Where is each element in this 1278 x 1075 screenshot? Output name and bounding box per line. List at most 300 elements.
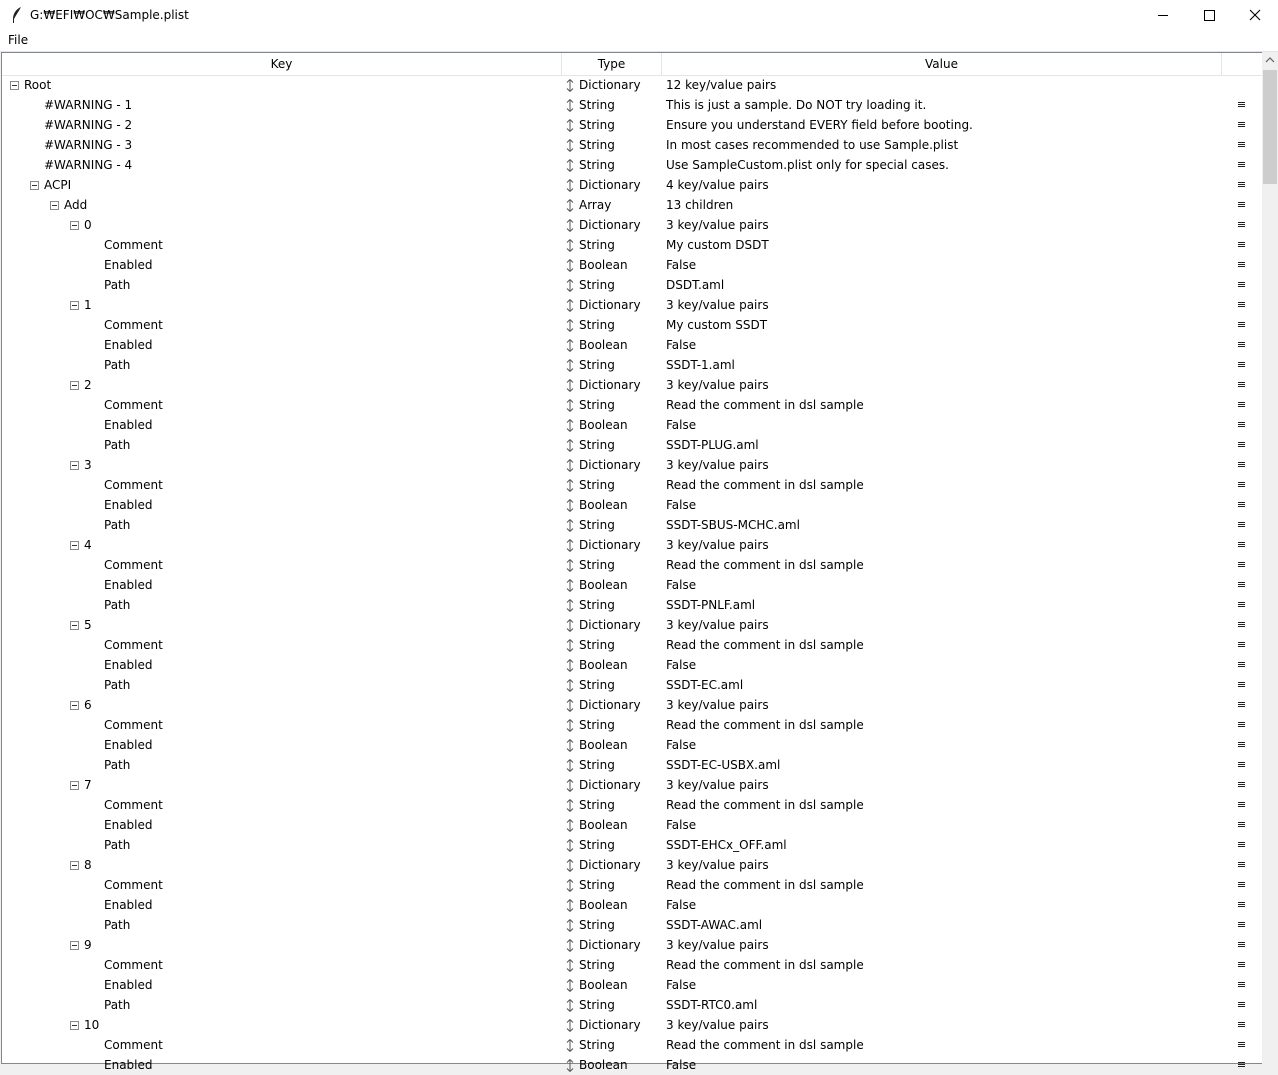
row-type[interactable]: String <box>579 558 615 572</box>
row-menu-icon[interactable] <box>1238 482 1245 488</box>
row-type[interactable]: String <box>579 718 615 732</box>
row-type[interactable]: String <box>579 518 615 532</box>
row-value[interactable]: False <box>666 818 697 832</box>
row-menu-icon[interactable] <box>1238 442 1245 448</box>
type-updown-arrow-icon[interactable] <box>566 759 574 772</box>
row-value[interactable]: SSDT-EHCx_OFF.aml <box>666 838 787 852</box>
row-menu-icon[interactable] <box>1238 402 1245 408</box>
row-type[interactable]: Dictionary <box>579 698 641 712</box>
tree-row[interactable] <box>2 75 1262 95</box>
tree-row[interactable] <box>2 535 1262 555</box>
type-updown-arrow-icon[interactable] <box>566 719 574 732</box>
scrollbar-thumb[interactable] <box>1263 70 1277 184</box>
type-updown-arrow-icon[interactable] <box>566 399 574 412</box>
tree-row[interactable] <box>2 175 1262 195</box>
type-updown-arrow-icon[interactable] <box>566 899 574 912</box>
row-key[interactable]: 9 <box>84 938 92 952</box>
row-menu-icon[interactable] <box>1238 542 1245 548</box>
row-type[interactable]: Dictionary <box>579 618 641 632</box>
row-menu-icon[interactable] <box>1238 522 1245 528</box>
row-value[interactable]: SSDT-AWAC.aml <box>666 918 763 932</box>
row-menu-icon[interactable] <box>1238 742 1245 748</box>
row-key[interactable]: Comment <box>104 238 163 252</box>
tree-row[interactable] <box>2 335 1262 355</box>
row-value[interactable]: Use SampleCustom.plist only for special cases. <box>666 158 949 172</box>
row-value[interactable]: False <box>666 338 697 352</box>
type-updown-arrow-icon[interactable] <box>566 419 574 432</box>
row-value[interactable]: False <box>666 258 697 272</box>
tree-row[interactable] <box>2 955 1262 975</box>
type-updown-arrow-icon[interactable] <box>566 259 574 272</box>
row-value[interactable]: False <box>666 738 697 752</box>
tree-row[interactable] <box>2 355 1262 375</box>
row-key[interactable]: #WARNING - 2 <box>44 118 133 132</box>
row-value[interactable]: 3 key/value pairs <box>666 218 769 232</box>
collapse-toggle-icon[interactable] <box>70 301 79 310</box>
row-key[interactable]: Path <box>104 998 131 1012</box>
column-header-value[interactable]: Value <box>662 53 1222 75</box>
row-key[interactable]: Path <box>104 278 131 292</box>
row-value[interactable]: SSDT-EC-USBX.aml <box>666 758 781 772</box>
type-updown-arrow-icon[interactable] <box>566 579 574 592</box>
row-type[interactable]: Boolean <box>579 978 628 992</box>
row-key[interactable]: Comment <box>104 878 163 892</box>
row-value[interactable]: False <box>666 898 697 912</box>
type-updown-arrow-icon[interactable] <box>566 639 574 652</box>
row-menu-icon[interactable] <box>1238 202 1245 208</box>
row-key[interactable]: Path <box>104 598 131 612</box>
row-key[interactable]: Comment <box>104 1038 163 1052</box>
row-type[interactable]: String <box>579 158 615 172</box>
row-value[interactable]: Read the comment in dsl sample <box>666 718 864 732</box>
tree-row[interactable] <box>2 695 1262 715</box>
row-type[interactable]: Dictionary <box>579 298 641 312</box>
tree-row[interactable] <box>2 215 1262 235</box>
type-updown-arrow-icon[interactable] <box>566 739 574 752</box>
tree-row[interactable] <box>2 155 1262 175</box>
row-key[interactable]: 0 <box>84 218 92 232</box>
tree-row[interactable] <box>2 895 1262 915</box>
type-updown-arrow-icon[interactable] <box>566 1019 574 1032</box>
row-type[interactable]: Dictionary <box>579 778 641 792</box>
row-key[interactable]: 4 <box>84 538 92 552</box>
row-menu-icon[interactable] <box>1238 102 1245 108</box>
type-updown-arrow-icon[interactable] <box>566 659 574 672</box>
row-menu-icon[interactable] <box>1238 582 1245 588</box>
row-key[interactable]: 2 <box>84 378 92 392</box>
row-menu-icon[interactable] <box>1238 622 1245 628</box>
tree-row[interactable] <box>2 315 1262 335</box>
row-type[interactable]: Boolean <box>579 818 628 832</box>
type-updown-arrow-icon[interactable] <box>566 1039 574 1052</box>
row-key[interactable]: 3 <box>84 458 92 472</box>
row-key[interactable]: Enabled <box>104 258 153 272</box>
row-key[interactable]: 1 <box>84 298 92 312</box>
row-key[interactable]: 8 <box>84 858 92 872</box>
row-type[interactable]: Boolean <box>579 898 628 912</box>
tree-row[interactable] <box>2 655 1262 675</box>
row-key[interactable]: Enabled <box>104 818 153 832</box>
row-value[interactable]: SSDT-RTC0.aml <box>666 998 758 1012</box>
row-menu-icon[interactable] <box>1238 462 1245 468</box>
row-menu-icon[interactable] <box>1238 262 1245 268</box>
tree-row[interactable] <box>2 975 1262 995</box>
row-menu-icon[interactable] <box>1238 422 1245 428</box>
row-key[interactable]: Comment <box>104 558 163 572</box>
row-value[interactable]: DSDT.aml <box>666 278 725 292</box>
row-menu-icon[interactable] <box>1238 282 1245 288</box>
row-menu-icon[interactable] <box>1238 142 1245 148</box>
tree-row[interactable] <box>2 995 1262 1015</box>
row-menu-icon[interactable] <box>1238 722 1245 728</box>
type-updown-arrow-icon[interactable] <box>566 159 574 172</box>
type-updown-arrow-icon[interactable] <box>566 859 574 872</box>
row-value[interactable]: False <box>666 978 697 992</box>
tree-row[interactable] <box>2 615 1262 635</box>
row-type[interactable]: Boolean <box>579 338 628 352</box>
row-value[interactable]: 13 children <box>666 198 734 212</box>
type-updown-arrow-icon[interactable] <box>566 819 574 832</box>
row-key[interactable]: 6 <box>84 698 92 712</box>
tree-row[interactable] <box>2 675 1262 695</box>
row-type[interactable]: Boolean <box>579 258 628 272</box>
row-value[interactable]: SSDT-PNLF.aml <box>666 598 756 612</box>
row-type[interactable]: Dictionary <box>579 378 641 392</box>
tree-row[interactable] <box>2 755 1262 775</box>
collapse-toggle-icon[interactable] <box>70 221 79 230</box>
row-type[interactable]: String <box>579 438 615 452</box>
row-value[interactable]: Read the comment in dsl sample <box>666 878 864 892</box>
type-updown-arrow-icon[interactable] <box>566 999 574 1012</box>
collapse-toggle-icon[interactable] <box>70 781 79 790</box>
row-type[interactable]: String <box>579 478 615 492</box>
type-updown-arrow-icon[interactable] <box>566 139 574 152</box>
type-updown-arrow-icon[interactable] <box>566 199 574 212</box>
row-key[interactable]: Enabled <box>104 1058 153 1072</box>
row-menu-icon[interactable] <box>1238 802 1245 808</box>
row-menu-icon[interactable] <box>1238 1022 1245 1028</box>
row-value[interactable]: 12 key/value pairs <box>666 78 777 92</box>
tree-row[interactable] <box>2 195 1262 215</box>
type-updown-arrow-icon[interactable] <box>566 519 574 532</box>
row-value[interactable]: 3 key/value pairs <box>666 778 769 792</box>
tree-row[interactable] <box>2 1035 1262 1055</box>
row-value[interactable]: SSDT-EC.aml <box>666 678 744 692</box>
row-type[interactable]: Dictionary <box>579 1018 641 1032</box>
row-menu-icon[interactable] <box>1238 122 1245 128</box>
tree-row[interactable] <box>2 495 1262 515</box>
tree-row[interactable] <box>2 595 1262 615</box>
row-menu-icon[interactable] <box>1238 342 1245 348</box>
row-menu-icon[interactable] <box>1238 1002 1245 1008</box>
row-menu-icon[interactable] <box>1238 562 1245 568</box>
tree-row[interactable] <box>2 635 1262 655</box>
row-menu-icon[interactable] <box>1238 642 1245 648</box>
row-key[interactable]: Path <box>104 518 131 532</box>
tree-row[interactable] <box>2 395 1262 415</box>
tree-row[interactable] <box>2 115 1262 135</box>
tree-row[interactable] <box>2 775 1262 795</box>
tree-row[interactable] <box>2 555 1262 575</box>
type-updown-arrow-icon[interactable] <box>566 179 574 192</box>
row-value[interactable]: My custom DSDT <box>666 238 769 252</box>
row-type[interactable]: Boolean <box>579 578 628 592</box>
tree-row[interactable] <box>2 475 1262 495</box>
row-type[interactable]: Boolean <box>579 498 628 512</box>
row-key[interactable]: Path <box>104 678 131 692</box>
row-key[interactable]: #WARNING - 4 <box>44 158 133 172</box>
tree-row[interactable] <box>2 875 1262 895</box>
tree-row[interactable] <box>2 255 1262 275</box>
row-value[interactable]: Read the comment in dsl sample <box>666 638 864 652</box>
tree-row[interactable] <box>2 835 1262 855</box>
row-type[interactable]: String <box>579 638 615 652</box>
row-key[interactable]: 5 <box>84 618 92 632</box>
collapse-toggle-icon[interactable] <box>70 701 79 710</box>
row-value[interactable]: 3 key/value pairs <box>666 858 769 872</box>
row-type[interactable]: Boolean <box>579 1058 628 1072</box>
row-type[interactable]: Array <box>579 198 612 212</box>
row-type[interactable]: Dictionary <box>579 538 641 552</box>
row-type[interactable]: String <box>579 598 615 612</box>
row-key[interactable]: Comment <box>104 638 163 652</box>
row-value[interactable]: Read the comment in dsl sample <box>666 798 864 812</box>
row-type[interactable]: String <box>579 758 615 772</box>
row-menu-icon[interactable] <box>1238 702 1245 708</box>
row-type[interactable]: String <box>579 798 615 812</box>
row-menu-icon[interactable] <box>1238 502 1245 508</box>
type-updown-arrow-icon[interactable] <box>566 379 574 392</box>
type-updown-arrow-icon[interactable] <box>566 839 574 852</box>
row-key[interactable]: Root <box>24 78 52 92</box>
type-updown-arrow-icon[interactable] <box>566 439 574 452</box>
type-updown-arrow-icon[interactable] <box>566 459 574 472</box>
type-updown-arrow-icon[interactable] <box>566 779 574 792</box>
tree-row[interactable] <box>2 95 1262 115</box>
row-value[interactable]: 3 key/value pairs <box>666 298 769 312</box>
tree-row[interactable] <box>2 915 1262 935</box>
row-key[interactable]: 10 <box>84 1018 100 1032</box>
tree-row[interactable] <box>2 855 1262 875</box>
type-updown-arrow-icon[interactable] <box>566 99 574 112</box>
type-updown-arrow-icon[interactable] <box>566 939 574 952</box>
vertical-scrollbar[interactable] <box>1262 52 1278 1064</box>
type-updown-arrow-icon[interactable] <box>566 319 574 332</box>
row-key[interactable]: Comment <box>104 478 163 492</box>
row-key[interactable]: Enabled <box>104 978 153 992</box>
column-header-key[interactable]: Key <box>2 53 562 75</box>
row-key[interactable]: Enabled <box>104 898 153 912</box>
row-type[interactable]: String <box>579 278 615 292</box>
row-value[interactable]: False <box>666 578 697 592</box>
row-menu-icon[interactable] <box>1238 322 1245 328</box>
row-type[interactable]: String <box>579 838 615 852</box>
row-value[interactable]: False <box>666 418 697 432</box>
column-header-type[interactable]: Type <box>562 53 662 75</box>
row-type[interactable]: Boolean <box>579 658 628 672</box>
row-value[interactable]: SSDT-1.aml <box>666 358 735 372</box>
type-updown-arrow-icon[interactable] <box>566 79 574 92</box>
tree-row[interactable] <box>2 815 1262 835</box>
row-key[interactable]: Enabled <box>104 338 153 352</box>
row-menu-icon[interactable] <box>1238 1062 1245 1068</box>
type-updown-arrow-icon[interactable] <box>566 959 574 972</box>
collapse-toggle-icon[interactable] <box>10 81 19 90</box>
minimize-button[interactable] <box>1140 0 1186 31</box>
tree-row[interactable] <box>2 295 1262 315</box>
maximize-button[interactable] <box>1186 0 1232 31</box>
row-type[interactable]: Dictionary <box>579 78 641 92</box>
row-value[interactable]: Read the comment in dsl sample <box>666 478 864 492</box>
collapse-toggle-icon[interactable] <box>70 1021 79 1030</box>
row-menu-icon[interactable] <box>1238 662 1245 668</box>
row-value[interactable]: Read the comment in dsl sample <box>666 958 864 972</box>
row-type[interactable]: String <box>579 918 615 932</box>
row-type[interactable]: Boolean <box>579 418 628 432</box>
row-menu-icon[interactable] <box>1238 782 1245 788</box>
row-value[interactable]: This is just a sample. Do NOT try loading it. <box>666 98 927 112</box>
collapse-toggle-icon[interactable] <box>70 621 79 630</box>
collapse-toggle-icon[interactable] <box>70 541 79 550</box>
tree-row[interactable] <box>2 575 1262 595</box>
row-menu-icon[interactable] <box>1238 1042 1245 1048</box>
tree-row[interactable] <box>2 1055 1262 1075</box>
collapse-toggle-icon[interactable] <box>70 381 79 390</box>
collapse-toggle-icon[interactable] <box>70 861 79 870</box>
type-updown-arrow-icon[interactable] <box>566 799 574 812</box>
collapse-toggle-icon[interactable] <box>50 201 59 210</box>
row-value[interactable]: My custom SSDT <box>666 318 768 332</box>
type-updown-arrow-icon[interactable] <box>566 119 574 132</box>
row-type[interactable]: String <box>579 958 615 972</box>
row-key[interactable]: ACPI <box>44 178 72 192</box>
row-type[interactable]: Dictionary <box>579 458 641 472</box>
row-type[interactable]: String <box>579 318 615 332</box>
row-type[interactable]: String <box>579 678 615 692</box>
row-value[interactable]: In most cases recommended to use Sample.plist <box>666 138 959 152</box>
row-type[interactable]: String <box>579 238 615 252</box>
tree-row[interactable] <box>2 275 1262 295</box>
row-key[interactable]: #WARNING - 1 <box>44 98 133 112</box>
row-value[interactable]: SSDT-SBUS-MCHC.aml <box>666 518 800 532</box>
row-key[interactable]: Enabled <box>104 418 153 432</box>
row-menu-icon[interactable] <box>1238 842 1245 848</box>
row-key[interactable]: 7 <box>84 778 92 792</box>
row-key[interactable]: Path <box>104 838 131 852</box>
type-updown-arrow-icon[interactable] <box>566 979 574 992</box>
row-value[interactable]: Ensure you understand EVERY field before booting. <box>666 118 973 132</box>
row-key[interactable]: Enabled <box>104 578 153 592</box>
row-value[interactable]: 3 key/value pairs <box>666 698 769 712</box>
tree-row[interactable] <box>2 715 1262 735</box>
row-menu-icon[interactable] <box>1238 982 1245 988</box>
row-value[interactable]: 3 key/value pairs <box>666 938 769 952</box>
row-type[interactable]: Dictionary <box>579 178 641 192</box>
row-menu-icon[interactable] <box>1238 882 1245 888</box>
type-updown-arrow-icon[interactable] <box>566 479 574 492</box>
row-key[interactable]: Path <box>104 438 131 452</box>
row-type[interactable]: String <box>579 118 615 132</box>
type-updown-arrow-icon[interactable] <box>566 559 574 572</box>
row-type[interactable]: Boolean <box>579 738 628 752</box>
row-type[interactable]: String <box>579 878 615 892</box>
row-key[interactable]: Comment <box>104 718 163 732</box>
row-menu-icon[interactable] <box>1238 362 1245 368</box>
type-updown-arrow-icon[interactable] <box>566 239 574 252</box>
row-menu-icon[interactable] <box>1238 942 1245 948</box>
row-key[interactable]: Comment <box>104 318 163 332</box>
row-menu-icon[interactable] <box>1238 822 1245 828</box>
collapse-toggle-icon[interactable] <box>70 461 79 470</box>
menu-file[interactable]: File <box>8 33 29 47</box>
row-key[interactable]: #WARNING - 3 <box>44 138 133 152</box>
row-value[interactable]: 3 key/value pairs <box>666 378 769 392</box>
row-menu-icon[interactable] <box>1238 162 1245 168</box>
row-key[interactable]: Enabled <box>104 738 153 752</box>
type-updown-arrow-icon[interactable] <box>566 679 574 692</box>
type-updown-arrow-icon[interactable] <box>566 919 574 932</box>
row-menu-icon[interactable] <box>1238 242 1245 248</box>
scroll-up-arrow-icon[interactable] <box>1262 52 1278 69</box>
row-value[interactable]: 3 key/value pairs <box>666 1018 769 1032</box>
type-updown-arrow-icon[interactable] <box>566 619 574 632</box>
row-menu-icon[interactable] <box>1238 602 1245 608</box>
row-value[interactable]: 3 key/value pairs <box>666 618 769 632</box>
type-updown-arrow-icon[interactable] <box>566 359 574 372</box>
row-menu-icon[interactable] <box>1238 682 1245 688</box>
type-updown-arrow-icon[interactable] <box>566 539 574 552</box>
collapse-toggle-icon[interactable] <box>70 941 79 950</box>
row-menu-icon[interactable] <box>1238 182 1245 188</box>
row-key[interactable]: Enabled <box>104 658 153 672</box>
row-type[interactable]: String <box>579 998 615 1012</box>
type-updown-arrow-icon[interactable] <box>566 879 574 892</box>
row-value[interactable]: SSDT-PLUG.aml <box>666 438 759 452</box>
type-updown-arrow-icon[interactable] <box>566 1059 574 1072</box>
tree-row[interactable] <box>2 455 1262 475</box>
type-updown-arrow-icon[interactable] <box>566 339 574 352</box>
tree-row[interactable] <box>2 375 1262 395</box>
type-updown-arrow-icon[interactable] <box>566 599 574 612</box>
row-menu-icon[interactable] <box>1238 762 1245 768</box>
row-key[interactable]: Path <box>104 918 131 932</box>
row-type[interactable]: String <box>579 398 615 412</box>
row-value[interactable]: Read the comment in dsl sample <box>666 1038 864 1052</box>
type-updown-arrow-icon[interactable] <box>566 219 574 232</box>
tree-row[interactable] <box>2 735 1262 755</box>
row-menu-icon[interactable] <box>1238 302 1245 308</box>
row-key[interactable]: Path <box>104 358 131 372</box>
row-value[interactable]: Read the comment in dsl sample <box>666 398 864 412</box>
row-type[interactable]: Dictionary <box>579 218 641 232</box>
row-key[interactable]: Add <box>64 198 88 212</box>
row-value[interactable]: False <box>666 498 697 512</box>
row-value[interactable]: 3 key/value pairs <box>666 538 769 552</box>
tree-row[interactable] <box>2 935 1262 955</box>
type-updown-arrow-icon[interactable] <box>566 279 574 292</box>
tree-row[interactable] <box>2 135 1262 155</box>
row-type[interactable]: String <box>579 1038 615 1052</box>
plist-tree-view[interactable] <box>1 52 1262 1072</box>
row-type[interactable]: String <box>579 138 615 152</box>
close-button[interactable] <box>1232 0 1278 31</box>
row-type[interactable]: String <box>579 358 615 372</box>
type-updown-arrow-icon[interactable] <box>566 299 574 312</box>
row-value[interactable]: Read the comment in dsl sample <box>666 558 864 572</box>
row-type[interactable]: Dictionary <box>579 858 641 872</box>
tree-row[interactable] <box>2 235 1262 255</box>
row-menu-icon[interactable] <box>1238 382 1245 388</box>
